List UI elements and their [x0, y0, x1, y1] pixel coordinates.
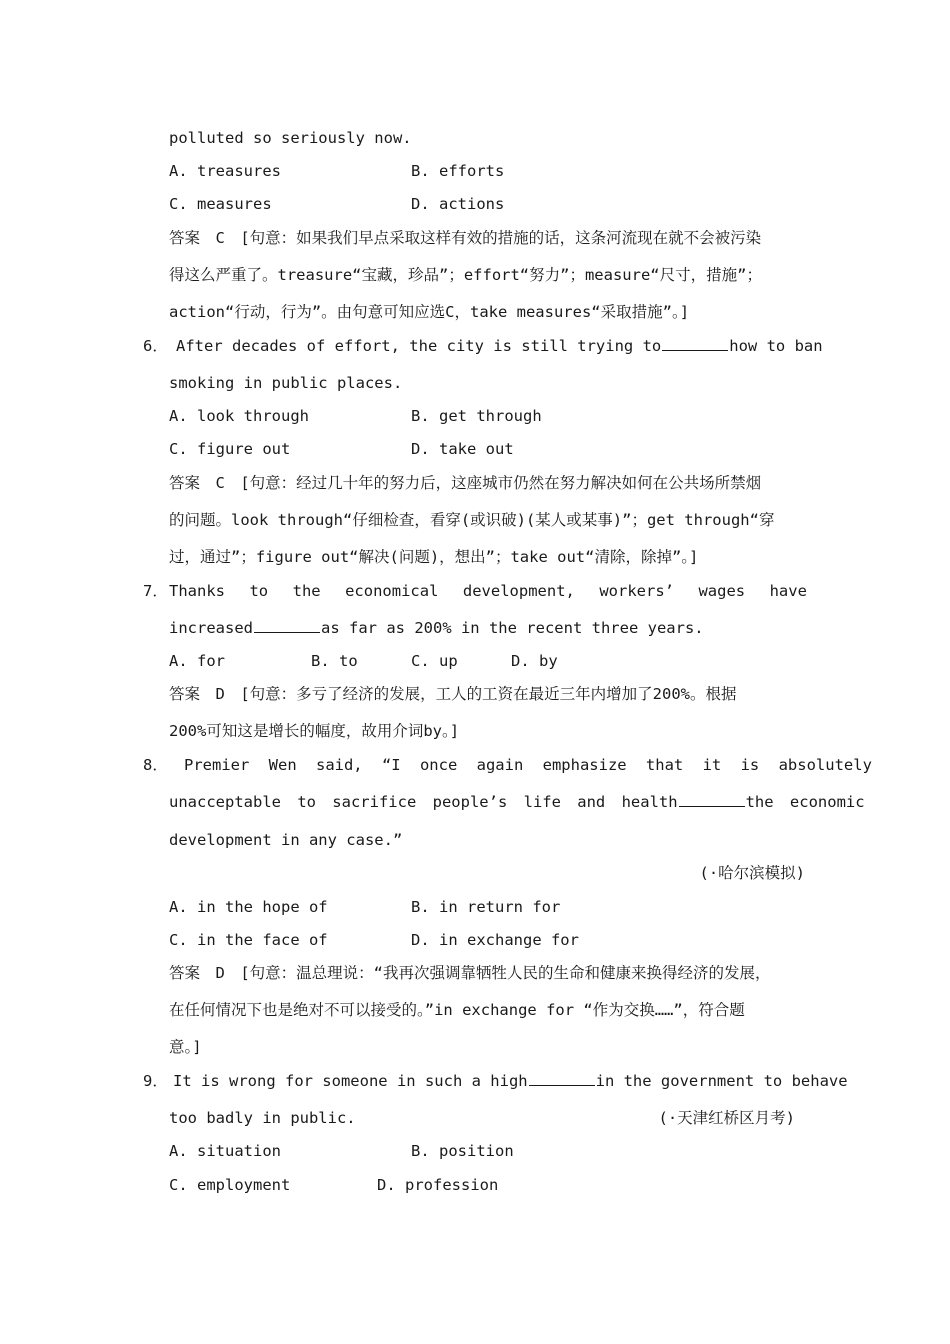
q7-number: 7．	[143, 582, 168, 600]
q5-answer-line-3: action“行动，行为”。由句意可知应选C，take measures“采取措施”。]	[169, 303, 690, 321]
q7-stem-word: to	[249, 582, 269, 600]
q9-number: 9．	[143, 1072, 168, 1090]
q6-number: 6．	[143, 337, 168, 355]
q9-answer-blank	[529, 1071, 595, 1086]
q8-stem-part-b: the economic	[745, 793, 865, 811]
q9-option-b: B. position	[411, 1142, 514, 1160]
q7-option-b: B. to	[311, 652, 358, 670]
q9-option-a: A. situation	[169, 1142, 281, 1160]
q6-option-a: A. look through	[169, 407, 309, 425]
q8-answer-line-1: 答案 D [句意：温总理说：“我再次强调靠牺牲人民的生命和健康来换得经济的发展，	[169, 964, 771, 982]
q9-option-c: C. employment	[169, 1176, 291, 1194]
q7-stem-word: economical	[345, 582, 439, 600]
q7-stem-line-1	[169, 581, 807, 601]
q8-option-b: B. in return for	[411, 898, 561, 916]
q6-option-d: D. take out	[411, 440, 514, 458]
q7-stem-word: Thanks	[169, 582, 225, 600]
q5-answer-line-2: 得这么严重了。treasure“宝藏，珍品”；effort“努力”；measure“尺寸，措施”；	[169, 266, 762, 284]
q6-stem-part-a: After decades of effort, the city is still trying to	[176, 337, 662, 355]
q6-answer-line-3: 过，通过”；figure out“解决(问题)，想出”；take out“清除，除掉”。]	[169, 548, 699, 566]
q7-stem-word: development,	[462, 582, 575, 600]
q8-option-a: A. in the hope of	[169, 898, 328, 916]
q8-number: 8．	[143, 756, 168, 774]
q9-stem-part-b: in the government to behave	[595, 1072, 848, 1090]
q7-option-d: D. by	[511, 652, 558, 670]
q9-stem-line-2: too badly in public.	[169, 1109, 356, 1127]
q7-option-c: C. up	[411, 652, 458, 670]
q7-answer-blank	[254, 618, 320, 633]
q8-stem-line-2	[169, 792, 865, 812]
q8-option-c: C. in the face of	[169, 931, 328, 949]
q5-stem-end: polluted so seriously now.	[169, 129, 412, 147]
q8-stem-line-3: development in any case.”	[169, 831, 403, 849]
q5-option-b: B. efforts	[411, 162, 505, 180]
q8-answer-line-3: 意。]	[169, 1038, 202, 1056]
q9-stem-line-1	[173, 1071, 848, 1091]
q8-answer-blank	[679, 792, 745, 807]
q6-stem-line-1	[176, 336, 823, 356]
q8-source: (·哈尔滨模拟)	[699, 864, 805, 882]
q7-stem-part-b: as far as 200% in the recent three years.	[321, 619, 704, 637]
q9-stem-part-a: It is wrong for someone in such a high	[173, 1072, 528, 1090]
q7-stem-word: have	[769, 582, 807, 600]
q6-answer-blank	[662, 336, 728, 351]
q6-option-c: C. figure out	[169, 440, 291, 458]
q6-option-b: B. get through	[411, 407, 542, 425]
q9-source: (·天津红桥区月考)	[658, 1109, 795, 1127]
q8-stem-line-1: Premier Wen said, “I once again emphasize that it is absolutely	[184, 756, 872, 774]
q6-stem-line-2: smoking in public places.	[169, 374, 403, 392]
q7-stem-word: workers’	[599, 582, 674, 600]
q7-stem-word: wages	[698, 582, 746, 600]
q6-answer-line-1: 答案 C [句意：经过几十年的努力后，这座城市仍然在努力解决如何在公共场所禁烟	[169, 474, 762, 492]
q5-option-c: C. measures	[169, 195, 272, 213]
q7-stem-line-2	[169, 618, 704, 638]
q8-option-d: D. in exchange for	[411, 931, 579, 949]
q8-stem-part-a: unacceptable to sacrifice people’s life and health	[169, 793, 678, 811]
q7-option-a: A. for	[169, 652, 225, 670]
q9-option-d: D. profession	[377, 1176, 499, 1194]
q5-option-a: A. treasures	[169, 162, 281, 180]
q5-option-d: D. actions	[411, 195, 505, 213]
q5-answer-line-1: 答案 C [句意：如果我们早点采取这样有效的措施的话，这条河流现在就不会被污染	[169, 229, 762, 247]
q6-answer-line-2: 的问题。look through“仔细检查，看穿(或识破)(某人或某事)”；get through“穿	[169, 511, 775, 529]
q7-answer-line-2: 200%可知这是增长的幅度，故用介词by。]	[169, 722, 460, 740]
q7-stem-word: the	[292, 582, 321, 600]
q7-answer-line-1: 答案 D [句意：多亏了经济的发展，工人的工资在最近三年内增加了200%。根据	[169, 685, 737, 703]
q8-answer-line-2: 在任何情况下也是绝对不可以接受的。”in exchange for “作为交换……”，符合题	[169, 1001, 745, 1019]
q7-stem-part-a: increased	[169, 619, 253, 637]
q6-stem-part-b: how to ban	[729, 337, 823, 355]
